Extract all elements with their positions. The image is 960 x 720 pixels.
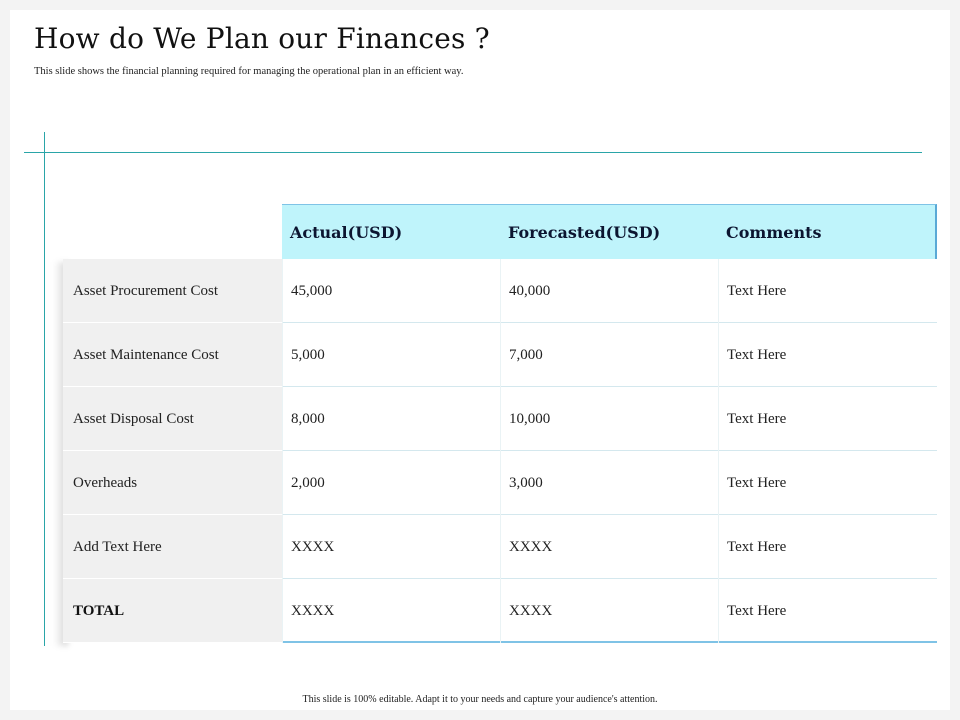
row-label-total: TOTAL [63, 579, 282, 643]
cell-actual: 5,000 [282, 323, 500, 387]
page-title: How do We Plan our Finances ? [34, 22, 490, 55]
cell-comment: Text Here [718, 387, 937, 451]
table-row-total [63, 579, 937, 643]
cell-comment: Text Here [718, 515, 937, 579]
table-header-row [282, 204, 937, 259]
row-label: Asset Procurement Cost [63, 259, 282, 323]
cell-comment: Text Here [718, 323, 937, 387]
cell-actual: 8,000 [282, 387, 500, 451]
cell-forecast: 10,000 [500, 387, 718, 451]
cell-forecast: XXXX [500, 515, 718, 579]
row-label: Add Text Here [63, 515, 282, 579]
table-row [63, 515, 937, 579]
table-row [63, 387, 937, 451]
cell-actual: XXXX [282, 579, 500, 643]
cell-comment: Text Here [718, 579, 937, 643]
cell-forecast: 40,000 [500, 259, 718, 323]
footer-note: This slide is 100% editable. Adapt it to your needs and capture your audience's attention. [302, 694, 658, 705]
cell-actual: 2,000 [282, 451, 500, 515]
row-label: Asset Maintenance Cost [63, 323, 282, 387]
table-row [63, 323, 937, 387]
cell-comment: Text Here [718, 451, 937, 515]
cell-forecast: 7,000 [500, 323, 718, 387]
table-row [63, 451, 937, 515]
header-forecasted: Forecasted(USD) [508, 223, 661, 242]
cell-forecast: XXXX [500, 579, 718, 643]
finance-table [63, 204, 937, 646]
accent-vertical-line [44, 132, 45, 646]
page-subtitle: This slide shows the financial planning required for managing the operational plan in an efficient way. [34, 66, 464, 77]
cell-actual: XXXX [282, 515, 500, 579]
cell-actual: 45,000 [282, 259, 500, 323]
cell-forecast: 3,000 [500, 451, 718, 515]
row-label: Asset Disposal Cost [63, 387, 282, 451]
header-actual: Actual(USD) [290, 223, 403, 242]
accent-horizontal-line [24, 152, 922, 153]
slide [10, 10, 950, 710]
row-label: Overheads [63, 451, 282, 515]
table-row [63, 259, 937, 323]
cell-comment: Text Here [718, 259, 937, 323]
header-comments: Comments [726, 223, 822, 242]
